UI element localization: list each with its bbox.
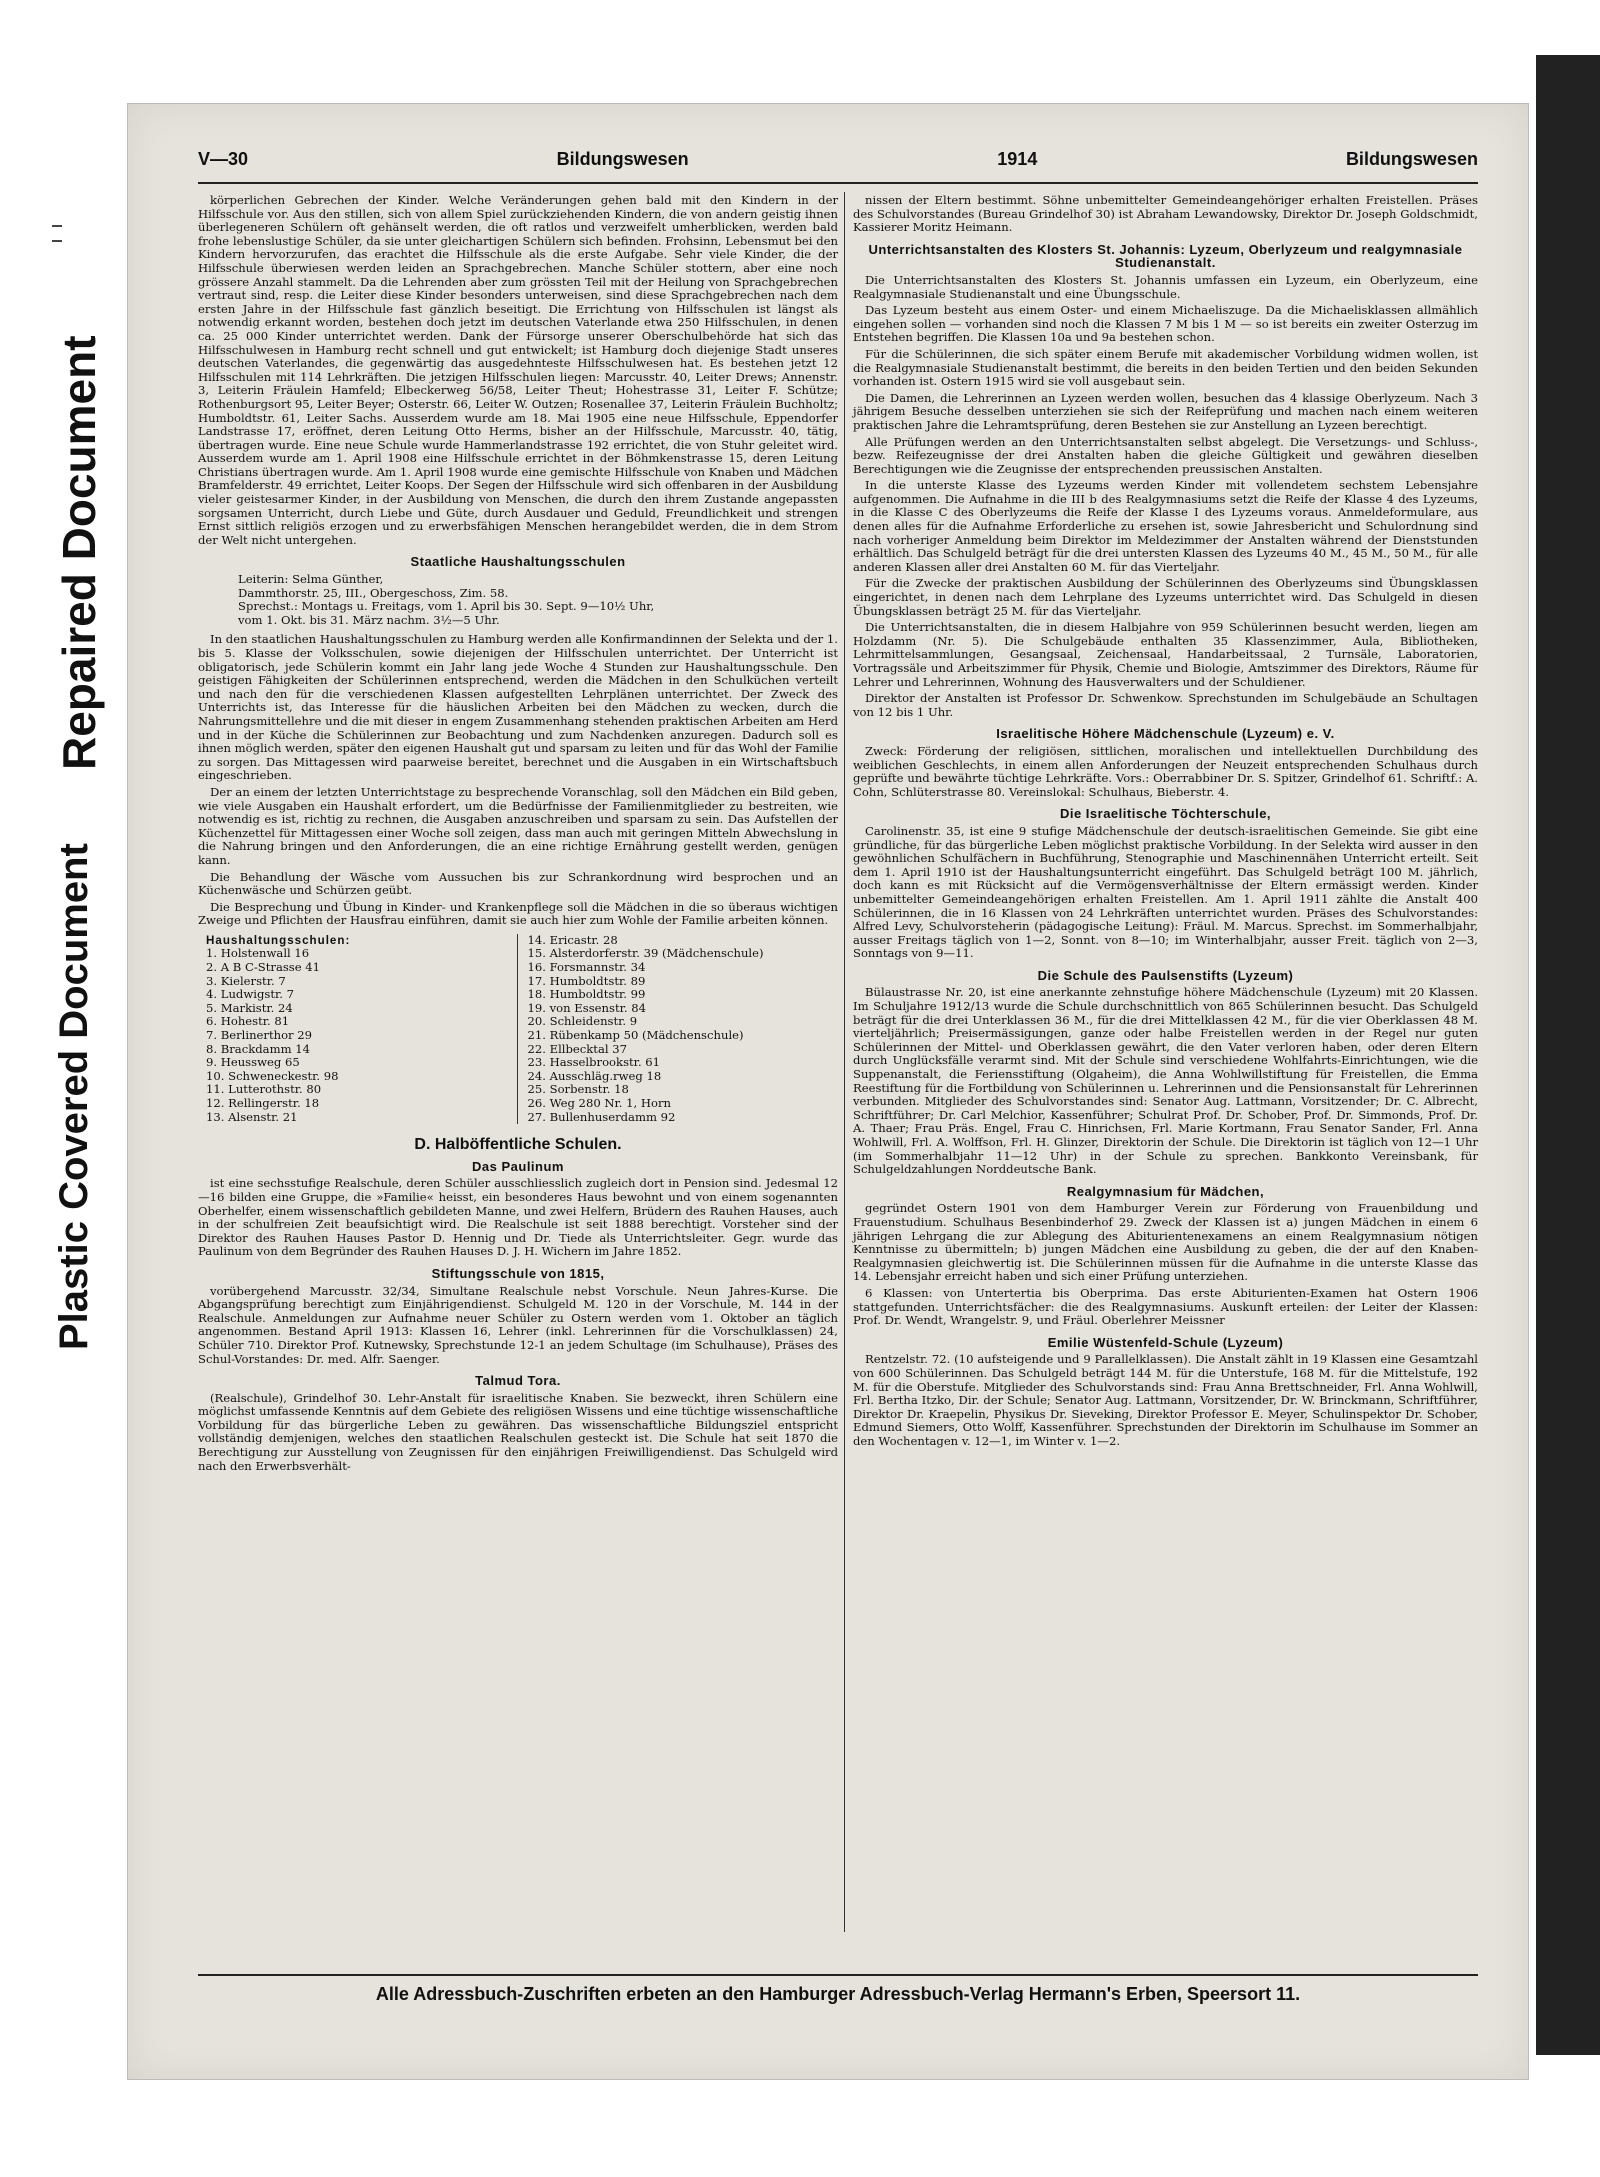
- left-column: [198, 194, 838, 1476]
- list-item: 21. Rübenkamp 50 (Mädchenschule): [527, 1028, 744, 1043]
- heading-israelitische-hoehere: Israelitische Höhere Mädchenschule (Lyzeum) e. V.: [996, 726, 1335, 742]
- paragraph: Das Lyzeum besteht aus einem Oster- und einem Michaeliszuge. Da die Michaelisklassen allmählich eingehen sollen — vorhanden sind noch die Klassen 7 M bis 1 M — so ist bereits ein zweiter Osterzug im Entstehen begriffen. Die Klassen 10a und 9a bestehen schon.: [853, 303, 1478, 345]
- heading-paulinum: Das Paulinum: [472, 1158, 564, 1174]
- list-item: 24. Ausschläg.rweg 18: [527, 1068, 662, 1083]
- info-line: Sprechst.: Montags u. Freitags, vom 1. April bis 30. Sept. 9—10½ Uhr,: [238, 599, 655, 614]
- column-rule: [844, 192, 845, 1932]
- heading-realgymnasium: Realgymnasium für Mädchen,: [1066, 1183, 1265, 1199]
- heading-talmud-tora: Talmud Tora.: [475, 1373, 561, 1389]
- list-item: 10. Schweneckestr. 98: [206, 1068, 339, 1083]
- paragraph: In den staatlichen Haushaltungsschulen zu Hamburg werden alle Konfirmandinnen der Selekta und der 1. bis 5. Klasse der Volksschulen, sowie diejenigen der Hilfsschulen unterrichtet. Der Unterricht ist obligatorisch, jede Schülerin kommt ein Jahr lang jede Woche 4 Stunden zur Haushaltungsschule. Den geistigen Fähigkeiten der Schülerinnen entsprechend, werden die Mädchen in den Schulküchen verteilt und nach den für die verschiedenen Klassen aufgestellten Lehrplänen unterrichtet. Der Zweck des Unterrichts ist, das Interesse für die häuslichen Arbeiten bei den Mädchen zu wecken, durch die Nahrungsmittellehre und die mit dieser in engem Zusammenhang stehenden praktischen Arbeiten am Herd und in der Küche die Schülerinnen zur Beobachtung und zum Nachdenken anzuregen. Dadurch soll es ihnen möglich werden, später den eigenen Haushalt gut und sparsam zu leiten und für das Wohl der Familie zu sorgen. Das Mittagessen wird paarweise bereitet, berechnet und die Ausgaben in ein Wirtschaftsbuch eingeschrieben.: [198, 632, 838, 783]
- paragraph: Der an einem der letzten Unterrichtstage zu besprechende Voranschlag, soll den Mädchen ein Bild geben, wie viele Ausgaben ein Haushalt erfordert, um die Bedürfnisse der Familienmitglieder zu bestreiten, wie notwendig es ist, richtig zu rechnen, die Ausgaben anzuschreiben und sparsam zu sein. Das Aufstellen der Küchenzettel für Mittagessen einer Woche soll zeigen, dass man auch mit geringen Mitteln Abwechslung in die Nahrung bringen und den Anforderungen, die an eine richtige Ernährung gestellt werden, genügen kann.: [198, 784, 838, 867]
- page-header: [198, 149, 1478, 179]
- paragraph: vorübergehend Marcusstr. 32/34, Simultane Realschule nebst Vorschule. Neun Jahres-Kurse. Die Abgangsprüfung berechtigt zum Einjährigendienst. Schulgeld M. 120 in der Vorschule, M. 144 in der Realschule. Anmeldungen zur Aufnahme neuer Schüler zu Ostern werden vom 1. Oktober an täglich angenommen. Bestand April 1913: Klassen 16, Lehrer (inkl. Lehrerinnen für die Vorschulklassen) 24, Schüler 710. Direktor Prof. Kutnewsky, Sprechstunde 12-1 an jedem Schultage (im Schulhause), Präses des Schul-Vorstandes: Dr. med. Alfr. Saenger.: [198, 1283, 838, 1366]
- side-label-plastic: Plastic Covered Document: [52, 843, 96, 1350]
- list-item: 26. Weg 280 Nr. 1, Horn: [527, 1096, 672, 1110]
- scan-mark: [52, 240, 62, 242]
- side-label-repaired: Repaired Document: [53, 335, 105, 770]
- paragraph: Die Damen, die Lehrerinnen an Lyzeen werden wollen, besuchen das 4 klassige Oberlyzeum. Nach 3 jährigem Besuche desselben unterziehen sie sich der Reifeprüfung und machen nach einem weiteren praktischen Jahre die Lehramtsprüfung, deren Bestehen sie zur Anstellung an Lyzeen berechtigt.: [853, 390, 1478, 432]
- paragraph: ist eine sechsstufige Realschule, deren Schüler ausschliesslich zugleich dort in Pension sind. Jedesmal 12—16 bilden eine Gruppe, die »Familie« heisst, ein besonderes Haus bewohnt und von einem sogenannten Oberhelfer, einem wissenschaftlich gebildeten Manne, und zwei Helfern, Brüdern des Rauhen Hauses, auch in der schulfreien Zeit beaufsichtigt wird. Die Realschule ist seit 1888 berechtigt. Vorsteher sind der Direktor des Rauhen Hauses Pastor D. Hennig und Dr. Tiede als Unterrichtsleiter. Gegr. wurde das Paulinum von dem Begründer des Rauhen Hauses D. J. H. Wichern im Jahre 1852.: [198, 1176, 838, 1259]
- page-number: V—30: [198, 149, 249, 169]
- list-item: 16. Forsmannstr. 34: [527, 960, 646, 975]
- list-item: 9. Heussweg 65: [206, 1055, 300, 1070]
- list-item: 18. Humboldtstr. 99: [527, 987, 646, 1002]
- info-line: Dammthorstr. 25, III., Obergeschoss, Zim. 58.: [238, 585, 509, 600]
- list-item: 12. Rellingerstr. 18: [206, 1096, 320, 1110]
- list-item: 22. Ellbecktal 37: [527, 1041, 628, 1056]
- section-title-left: Bildungswesen: [556, 149, 689, 169]
- list-item: 8. Brackdamm 14: [206, 1041, 310, 1056]
- heading-emilie-wuestenfeld: Emilie Wüstenfeld-Schule (Lyzeum): [1047, 1334, 1284, 1350]
- list-item: 19. von Essenstr. 84: [527, 1000, 646, 1015]
- list-item: 4. Ludwigstr. 7: [206, 987, 295, 1002]
- haushalt-contact: [238, 573, 838, 627]
- footer-advert: Alle Adressbuch-Zuschriften erbeten an den Hamburger Adressbuch-Verlag Hermann's Erben, Speersort 11.: [375, 1984, 1301, 2004]
- paragraph: Carolinenstr. 35, ist eine 9 stufige Mädchenschule der deutsch-israelitischen Gemeinde. Sie gibt eine gründliche, für das bürgerliche Leben möglichst praktische Vorbildung. In der Selekta wird ausser in den gewöhnlichen Schulfächern in Buchführung, Stenographie und Maschinennähen Unterricht erteilt. Seit dem 1. April 1910 ist der Haushaltungsunterricht eingeführt. Das Schulgeld beträgt 100 M. jährlich, doch kann es mit Rücksicht auf die Vermögensverhältnisse der Eltern ermässigt werden. Kinder unbemittelter Gemeindeangehörigen erhalten Freistellen. Am 1. April 1911 zählte die Anstalt 400 Schülerinnen, die in 16 Klassen von 24 Lehrkräften unterrichtet wurden. Präses des Schulvorstandes: Alfred Levy, Schulvorsteherin (pädagogische Leitung): Fräul. M. Marcus. Sprechst. im Sommerhalbjahr, ausser Freitags täglich von 1—2, Sonnt. von 8—10; im Winterhalbjahr, ausser Freit. täglich von 2—3, Sonntags von 9—11.: [853, 823, 1478, 961]
- heading-haushaltungsschulen: Staatliche Haushaltungsschulen: [410, 554, 626, 570]
- paragraph: In die unterste Klasse des Lyzeums werden Kinder mit vollendetem sechstem Lebensjahre aufgenommen. Die Aufnahme in die III b des Realgymnasiums setzt die Reife der Klasse 4 des Lyzeums, in die Klasse C des Oberlyzeums die Reife der Klasse I des Lyzeums voraus. Anmeldeformulare, aus denen alles für die Aufnahme Erforderliche zu ersehen ist, sowie Jahresbericht und Schulordnung sind nach vorheriger Anmeldung beim Direktor im Meldezimmer der Anstalten während der Dienststunden erhältlich. Das Schulgeld beträgt für die drei untersten Klassen des Lyzeums 40 M., 45 M., 50 M., für alle anderen Klassen aller drei Anstalten 60 M. für das Vierteljahr.: [853, 478, 1478, 574]
- paragraph: 6 Klassen: von Untertertia bis Oberprima. Das erste Abiturienten-Examen hat Ostern 1906 stattgefunden. Unterrichtsfächer: die des Realgymnasiums. Auskunft erteilen: der Leiter der Klassen: Prof. Dr. Wendt, Wrangelstr. 9, und Fräul. Oberlehrer Meissner: [853, 1285, 1478, 1328]
- paragraph: Die Behandlung der Wäsche vom Aussuchen bis zur Schrankordnung wird besprochen und an Küchenwäsche und Schürzen geübt.: [198, 869, 838, 898]
- paragraph: Bülaustrasse Nr. 20, ist eine anerkannte zehnstufige höhere Mädchenschule (Lyzeum) mit 20 Klassen. Im Schuljahre 1912/13 wurde die Schule durchschnittlich von 865 Schülerinnen besucht. Das Schulgeld beträgt für die drei Unterklassen 36 M., für die drei Mittelklassen 42 M., für die vier Oberklassen 48 M. vierteljährlich; Preisermässigungen, ganze oder halbe Freistellen werden in der Regel nur guten Schülerinnen der Mittel- und Oberklassen gewährt, die den Vater verloren haben, oder deren Eltern durch Unglücksfälle verarmt sind. Mit der Schule sind verschiedene Wohlfahrts-Einrichtungen, wie die Suppenanstalt, die Feriensstiftung (Olgaheim), die Anna Wohlwillstiftung für Freistellen, die Emma Reestiftung für die Fortbildung von Schülerinnen u. Lehrerinnen und die Pensionsanstalt für Lehrerinnen verbunden. Mitglieder des Schulvorstandes sind: Senator Aug. Lattmann, Vorsitzender; Dr. C. Albrecht, Schriftführer; Dr. Carl Melchior, Kassenführer; Schulrat Prof. Dr. Schober, Prof. Dr. Simmonds, Prof. Dr. A. Thaer; Frau Präs. Engel, Frau C. Hinrichsen, Frl. Marie Kortmann, Frau Senator Sander, Frl. Anna Wohlwill, Frl. A. Wolffson, Frl. H. Glinzer, Direktorin der Schule. Die Direktorin ist täglich von 12—1 Uhr (im Sommerhalbjahr 11—12 Uhr) in der Schule zu sprechen. Bankkonto Vereinsbank, für Schulgeldzahlungen Norddeutsche Bank.: [853, 985, 1478, 1177]
- heading-paulsenstift: Die Schule des Paulsenstifts (Lyzeum): [1037, 967, 1294, 983]
- school-list-a: [198, 934, 517, 1124]
- list-item: 1. Holstenwall 16: [206, 946, 310, 961]
- paragraph: nissen der Eltern bestimmt. Söhne unbemittelter Gemeindeangehöriger erhalten Freistellen. Präses des Schulvorstandes (Bureau Grindelhof 30) ist Abraham Lewandowsky, Direktor Dr. Joseph Goldschmidt, Kassierer Moritz Heimann.: [853, 193, 1478, 235]
- document-page: [127, 103, 1529, 2080]
- section-heading: D. Halböffentliche Schulen.: [414, 1136, 622, 1154]
- scan-edge: [1536, 55, 1600, 2055]
- footer-rule: [198, 1974, 1478, 1976]
- info-line: vom 1. Okt. bis 31. März nachm. 3½—5 Uhr.: [238, 612, 500, 627]
- heading-kloster-st-johannis: Unterrichtsanstalten des Klosters St. Johannis: Lyzeum, Oberlyzeum und realgymnasiale Studienanstalt.: [868, 241, 1463, 271]
- list-item: 15. Alsterdorferstr. 39 (Mädchenschule): [527, 946, 764, 961]
- info-line: Leiterin: Selma Günther,: [238, 572, 384, 587]
- list-item: 20. Schleidenstr. 9: [527, 1014, 638, 1029]
- list-item: 23. Hasselbrookstr. 61: [527, 1055, 661, 1070]
- paragraph: Für die Schülerinnen, die sich später einem Berufe mit akademischer Vorbildung widmen wollen, ist die Realgymnasiale Studienanstalt bestimmt, die bereits in den beiden Tertien und den beiden Sekunden vorhanden ist. Ostern 1915 wird sie voll ausgebaut sein.: [853, 346, 1478, 389]
- list-item: 27. Bullenhuserdamm 92: [527, 1109, 676, 1124]
- paragraph: Direktor der Anstalten ist Professor Dr. Schwenkow. Sprechstunden im Schulgebäude an Schultagen von 12 bis 1 Uhr.: [853, 691, 1478, 719]
- list-item: 25. Sorbenstr. 18: [527, 1082, 629, 1097]
- list-title: Haushaltungsschulen:: [206, 933, 351, 947]
- school-list: [198, 934, 838, 1124]
- list-item: 11. Lutterothstr. 80: [206, 1082, 322, 1097]
- paragraph: Die Unterrichtsanstalten des Klosters St. Johannis umfassen ein Lyzeum, ein Oberlyzeum, eine Realgymnasiale Studienanstalt und eine Übungsschule.: [853, 272, 1478, 301]
- heading-stiftungsschule: Stiftungsschule von 1815,: [431, 1265, 605, 1281]
- paragraph: Alle Prüfungen werden an den Unterrichtsanstalten selbst abgelegt. Die Versetzungs- und Schluss-, bezw. Reifezeugnisse der drei Anstalten haben die gleiche Gültigkeit und gewähren dieselben Berechtigungen wie die Zeugnisse der entsprechenden preussischen Anstalten.: [853, 434, 1478, 476]
- heading-toechterschule: Die Israelitische Töchterschule,: [1059, 806, 1272, 822]
- list-item: 5. Markistr. 24: [206, 1000, 293, 1015]
- section-title-right: Bildungswesen: [1345, 149, 1478, 169]
- header-rule: [198, 182, 1478, 184]
- paragraph: körperlichen Gebrechen der Kinder. Welche Veränderungen gehen bald mit den Kindern in der Hilfsschule vor. Aus den stillen, sich von allem Spiel zurückziehenden Kindern, die von andern geistig ihnen überlegeneren Schülern oft gehänselt werden, die oft ratlos und verzweifelt umherblicken, werden bald frohe lebenslustige Schüler, da sie unter gleichartigen Schülern sich befinden. Frohsinn, Lebensmut bei den Kindern hervorzurufen, das erachtet die Hilfsschule als die erste Aufgabe. Sehr viele Kinder, die der Hilfsschule überwiesen werden leiden an Sprachgebrechen. Manche Schüler stottern, aber eine noch grössere Anzahl stammelt. Da die Lehrenden aber zum grössten Teil mit der Heilung von Sprachgebrechen vertraut sind, resp. die Leiter diese Kinder besonders unterweisen, sind diese Sprachgebrechen nach dem ersten Jahre in der Hilfsschule fast gänzlich beseitigt. Die Errichtung von Hilfsschulen ist längst als notwendig erkannt worden, bestehen doch jetzt im deutschen Vaterlande etwa 250 Hilfsschulen, in denen ca. 25 000 Kinder unterrichtet werden. Dank der Fürsorge unserer Oberschulbehörde hat sich das Hilfsschulwesen in Hamburg recht schnell und gut entwickelt; ist Hamburg doch diejenige Stadt unseres deutschen Vaterlandes, die gegenwärtig das ausgedehnteste Hilfsschulwesen hat. Es bestehen jetzt 12 Hilfsschulen mit 114 Lehrkräften. Die jetzigen Hilfsschulen liegen: Marcusstr. 40, Leiter Drews; Annenstr. 3, Leiterin Fräulein Hamfeld; Elbeckerweg 56/58, Leiter Theut; Hohestrasse 31, Leiter F. Schütze; Rothenburgsort 95, Leiter Beyer; Osterstr. 66, Leiter W. Outzen; Rosenallee 37, Leiterin Fräulein Buchholtz; Humboldtstr. 61, Leiter Sachs. Ausserdem wurde am 18. Mai 1905 eine neue Hilfsschule, Eppendorfer Landstrasse 17, eröffnet, deren Leitung Otto Herms, bisher an der Hilfsschule, Marcusstr. 40, tätig, übertragen wurde. Eine neue Schule wurde Hammerlandstrasse 192 errichtet, die von Stuhr geleitet wird. Ausserdem wurde am 1. April 1908 eine Hilfsschule errichtet in der Böhmkenstrasse 15, deren Leitung Christians übertragen wurde. Am 1. April 1908 wurde eine gemischte Hilfsschule von Knaben und Mädchen Bramfelderstr. 49 errichtet, Leiter Koops. Der Segen der Hilfsschule wird sich offenbaren in der Ausbildung vieler geistesarmer Kinder, in der Ausbildung von Menschen, die durch den ihrem Zustande angepassten sorgsamen Unterricht, durch Liebe und Güte, durch Ausdauer und Geduld, Freundlichkeit und strengen Ernst sittlich religiös erzogen und zu erwerbsfähigen Menschen herangebildet werden, die in dem Strom der Welt nicht untergehen.: [198, 193, 838, 547]
- paragraph: gegründet Ostern 1901 von dem Hamburger Verein zur Förderung von Frauenbildung und Frauenstudium. Schulhaus Besenbinderhof 29. Zweck der Klassen ist a) jungen Mädchen in einem 6 jährigen Lehrgang die zur Ablegung des Abiturientenexamens an einem Realgymnasium nötigen Kenntnisse zu übermitteln; b) jungen Mädchen eine Ausbildung zu geben, die der auf den Knaben-Realgymnasien gleichwertig ist. Die Schülerinnen müssen für die Aufnahme in die unterste Klasse das 14. Lebensjahr erreicht haben und sich einer Prüfung unterziehen.: [853, 1201, 1478, 1284]
- scan-mark: [52, 225, 62, 227]
- paragraph: Für die Zwecke der praktischen Ausbildung der Schülerinnen des Oberlyzeums sind Übungsklassen eingerichtet, in denen nach dem Lehrplane des Lyzeums unterrichtet wird. Das Schulgeld in diesen Übungsklassen beträgt 25 M. für das Vierteljahr.: [853, 576, 1478, 618]
- list-item: 2. A B C-Strasse 41: [206, 960, 321, 975]
- school-list-b: [517, 934, 839, 1124]
- paragraph: Rentzelstr. 72. (10 aufsteigende und 9 Parallelklassen). Die Anstalt zählt in 19 Klassen eine Gesamtzahl von 600 Schülerinnen. Das Schulgeld beträgt 144 M. für die Unterstufe, 168 M. für die Mittelstufe, 192 M. für die Oberstufe. Mitglieder des Schulvorstands sind: Frau Anna Brettschneider, Frl. Anna Wohlwill, Frl. Bertha Itzko, Dir. der Schule; Senator Aug. Lattmann, Vorsitzender, Dr. W. Brinckmann, Schriftführer, Direktor Dr. Kraepelin, Physikus Dr. Sieveking, Direktor Professor E. Meyer, Schulinspektor Dr. Schober, Edmund Siemers, Otto Wolff, Kassenführer. Sprechstunden der Direktorin im Schulhause im Sommer an den Wochentagen v. 12—1, im Winter v. 1—2.: [853, 1352, 1478, 1448]
- paragraph: Die Unterrichtsanstalten, die in diesem Halbjahre von 959 Schülerinnen besucht werden, liegen am Holzdamm (Nr. 5). Die Schulgebäude enthalten 35 Klassenzimmer, Aula, Bibliotheken, Lehrmittelsammlungen, Gesangsaal, Zeichensaal, Handarbeitssaal, 2 Turnsäle, Laboratorien, Vortragssäle und Arbeitszimmer für Physik, Chemie und Biologie, Amtszimmer des Direktors, Räume für Lehrer und Lehrerinnen, Wohnung des Hausverwalters und der Schuldiener.: [853, 620, 1478, 689]
- paragraph: (Realschule), Grindelhof 30. Lehr-Anstalt für israelitische Knaben. Sie bezweckt, ihren Schülern eine möglichst umfassende Kenntnis auf dem Gebiete des religiösen Wissens und eine tüchtige wissenschaftliche Vorbildung für das bürgerliche Leben zu gewähren. Das wissenschaftliche Bildungsziel entspricht vollständig demjenigen, welches den staatlichen Realschulen gesteckt ist. Die Schule hat seit 1870 die Berechtigung zur Ausstellung von Zeugnissen für den einjährigen Freiwilligendienst. Das Schulgeld wird nach den Erwerbsverhält-: [198, 1390, 838, 1473]
- list-item: 7. Berlinerthor 29: [206, 1028, 313, 1043]
- paragraph: Die Besprechung und Übung in Kinder- und Krankenpflege soll die Mädchen in die so überaus wichtigen Zweige und Pflichten der Hausfrau einführen, damit sie auch hier zum Wohle der Familie arbeiten können.: [198, 899, 838, 928]
- list-item: 6. Hohestr. 81: [206, 1014, 290, 1029]
- year: 1914: [997, 149, 1038, 169]
- paragraph: Zweck: Förderung der religiösen, sittlichen, moralischen und intellektuellen Durchbildung des weiblichen Geschlechts, in einem allen Anforderungen der Neuzeit entsprechenden Schulhaus durch geprüfte und bewährte tüchtige Lehrkräfte. Vors.: Oberrabbiner Dr. S. Spitzer, Grindelhof 61. Schriftf.: A. Cohn, Schlüterstrasse 80. Vereinslokal: Schulhaus, Bieberstr. 4.: [853, 743, 1478, 799]
- list-item: 14. Ericastr. 28: [527, 932, 618, 947]
- list-item: 3. Kielerstr. 7: [206, 973, 286, 988]
- list-item: 13. Alsenstr. 21: [206, 1109, 298, 1124]
- right-column: [853, 194, 1478, 1451]
- list-item: 17. Humboldtstr. 89: [527, 973, 646, 988]
